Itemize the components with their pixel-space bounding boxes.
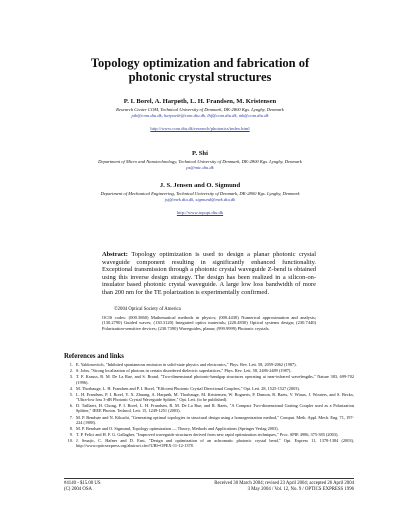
- reference-list: [64, 362, 354, 450]
- affiliation-2: [40, 159, 360, 170]
- reference-text: L. H. Frandsen, P. I. Borel, Y. X. Zhuang, A. Harpøth, M. Thorhauge, M. Kristensen, W. Bogaerts, P. Dumon, R. Baets, V. Wiaux, J. Wouters, and S. Beckx, "Ultra-low loss 3-dB Photonic Crystal Waveguide Splitter," Opt. Lett. (to be published).: [76, 391, 354, 403]
- reference-item: [64, 368, 354, 373]
- reference-number: 1.: [69, 362, 73, 367]
- email-list-1[interactable]: pib@com.dtu.dk, harpoeth@com.dtu.dk, lhf@com.dtu.dk, mk@com.dtu.dk: [131, 112, 269, 118]
- email-list-3[interactable]: jsj@mek.dtu.dk, sigmund@mek.dtu.dk: [164, 196, 236, 202]
- reference-text: J. Smajic, C. Hafner and D. Erni, "Design and optimization of an achromatic photonic crystal bend," Opt. Express 11, 1378-1384 (2003), http://www.opticsexpress.org/abstract.cfm?URI=OPEX-11-12-1378.: [76, 438, 354, 449]
- footer-row-2: [64, 487, 354, 493]
- reference-number: 3.: [69, 374, 73, 380]
- reference-item: [64, 426, 354, 431]
- copyright-notice: ©2004 Optical Society of America: [114, 307, 181, 312]
- reference-number: 10.: [67, 438, 73, 444]
- page-footer: [64, 478, 354, 493]
- paper-title: [40, 56, 360, 84]
- references-heading: References and links: [64, 353, 124, 360]
- reference-item: [64, 386, 354, 391]
- reference-number: 8.: [69, 425, 73, 431]
- footer-rule: [64, 478, 354, 479]
- affiliation-text-2: Department of Micro and Nanotechnology, Technical University of Denmark, DK-2800 Kgs. Lyngby, Denmark: [98, 159, 302, 164]
- ocis-codes: OCIS codes: (000.3860) Mathematical methods in physics; (000.4430) Numerical approximation and analysis; (130.2790) Guided waves; (130.3120) Integrated optics materials; (220.4830) Optical systems design; (230.7440) Polarization-sensitive devices; (230.7390) Waveguides, planar; (999.9999) Photonic crystals.: [102, 315, 316, 331]
- author-list-3: J. S. Jensen and O. Sigmund: [159, 182, 241, 189]
- footer-price: #4140 - $15.00 US: [64, 481, 101, 486]
- title-line-1: Topology optimization and fabrication of: [90, 56, 310, 70]
- reference-text: D. Taillaert, H. Chong, P. I. Borel, L. H. Frandsen, R. M. De La Rue, and R. Baets, "A Compact Two-dimensional Grating Coupler used as a Polarization Splitter," IEEE Photon. Technol. Lett. 15, 1249-1251 (2003).: [76, 403, 354, 414]
- reference-text: T. F. Krauss, R. M. De La Rue, and S. Brand, "Two-dimensional photonic-bandgap structures operating at near-infrared wavelengths," Nature 383, 699-702 (1996).: [76, 374, 354, 385]
- reference-item: [64, 362, 354, 367]
- reference-number: 6.: [69, 403, 73, 409]
- reference-item: [64, 403, 354, 413]
- reference-text: M. P. Bendsøe and N. Kikuchi, "Generating optimal topologies in structural design using a homogenization method," Comput. Meth. Appl. Mech. Eng. 71, 197-224 (1988).: [76, 414, 354, 425]
- reference-item: [64, 374, 354, 384]
- reference-number: 7.: [69, 414, 73, 420]
- url-link-1[interactable]: http://www.com.dtu.dk/research/photonics/index.html: [150, 126, 250, 131]
- affiliation-text-1: Research Center COM, Technical University of Denmark, DK-2800 Kgs. Lyngby, Denmark: [116, 107, 284, 112]
- author-list-1: P. I. Borel, A. Harpøth, L. H. Frandsen, M. Kristensen: [123, 98, 277, 105]
- reference-number: 2.: [69, 368, 73, 374]
- reference-item: [64, 432, 354, 437]
- abstract-label: Abstract:: [102, 251, 128, 258]
- footer-received-dates: Received 30 March 2004; revised 23 April 2004; accepted 26 April 2004: [214, 481, 354, 486]
- affiliation-text-3: Department of Mechanical Engineering, Technical University of Denmark, DK-2800 Kgs. Lyngby, Denmark: [100, 191, 300, 196]
- reference-number: 5.: [69, 391, 73, 397]
- reference-item: [64, 438, 354, 448]
- url-link-3[interactable]: http://www.topopt.dtu.dk: [176, 210, 224, 215]
- reference-item: [64, 392, 354, 402]
- abstract: [102, 251, 316, 297]
- footer-journal-info: 3 May 2004 / Vol. 12, No. 9 / OPTICS EXPRESS 1996: [247, 487, 354, 492]
- author-list-2: P. Shi: [192, 150, 208, 157]
- reference-text: S. John, "Strong localization of photons in certain disordered dielectric superlattices," Phys. Rev. Lett. 58, 2486-2489 (1987).: [76, 368, 292, 374]
- reference-item: [64, 415, 354, 425]
- email-list-2[interactable]: ps@mic.dtu.dk: [186, 164, 214, 170]
- reference-number: 9.: [69, 432, 73, 438]
- reference-text: M. Thorhauge, L. H. Frandsen and P. I. Borel, "Efficient Photonic Crystal Directional Couplers," Opt. Lett. 28, 1525-1527 (2003).: [76, 385, 300, 391]
- reference-number: 4.: [69, 385, 73, 391]
- title-line-2: photonic crystal structures: [128, 70, 272, 84]
- affiliation-1: [40, 107, 360, 118]
- reference-text: M. P. Bendsøe and O. Sigmund, Topology optimization — Theory, Methods and Applications (Springer Verlag 2003).: [76, 425, 279, 431]
- abstract-text: Topology optimization is used to design a planar photonic crystal waveguide component resulting in significantly enhanced functionality. Exceptional transmission through a photonic crystal waveguide Z-bend is obtained using this inverse design strategy. The design has been realized in a silicon-on-insulator based photonic crystal waveguide. A large low loss bandwidth of more than 200 nm for the TE polarization is experimentally confirmed.: [102, 251, 317, 296]
- reference-text: E. Yablonovitch, "Inhibited spontaneous emission in solid-state physics and electronics," Phys. Rev. Lett. 58, 2059-2062 (1987).: [76, 362, 297, 367]
- reference-text: T. P. Felici and H. F. G. Gallagher, "Improved waveguide structures derived from new rapid optimization techniques," Proc. SPIE 4986, 375-385 (2003).: [76, 432, 339, 438]
- footer-copyright: (C) 2004 OSA: [64, 487, 92, 492]
- affiliation-3: [40, 191, 360, 202]
